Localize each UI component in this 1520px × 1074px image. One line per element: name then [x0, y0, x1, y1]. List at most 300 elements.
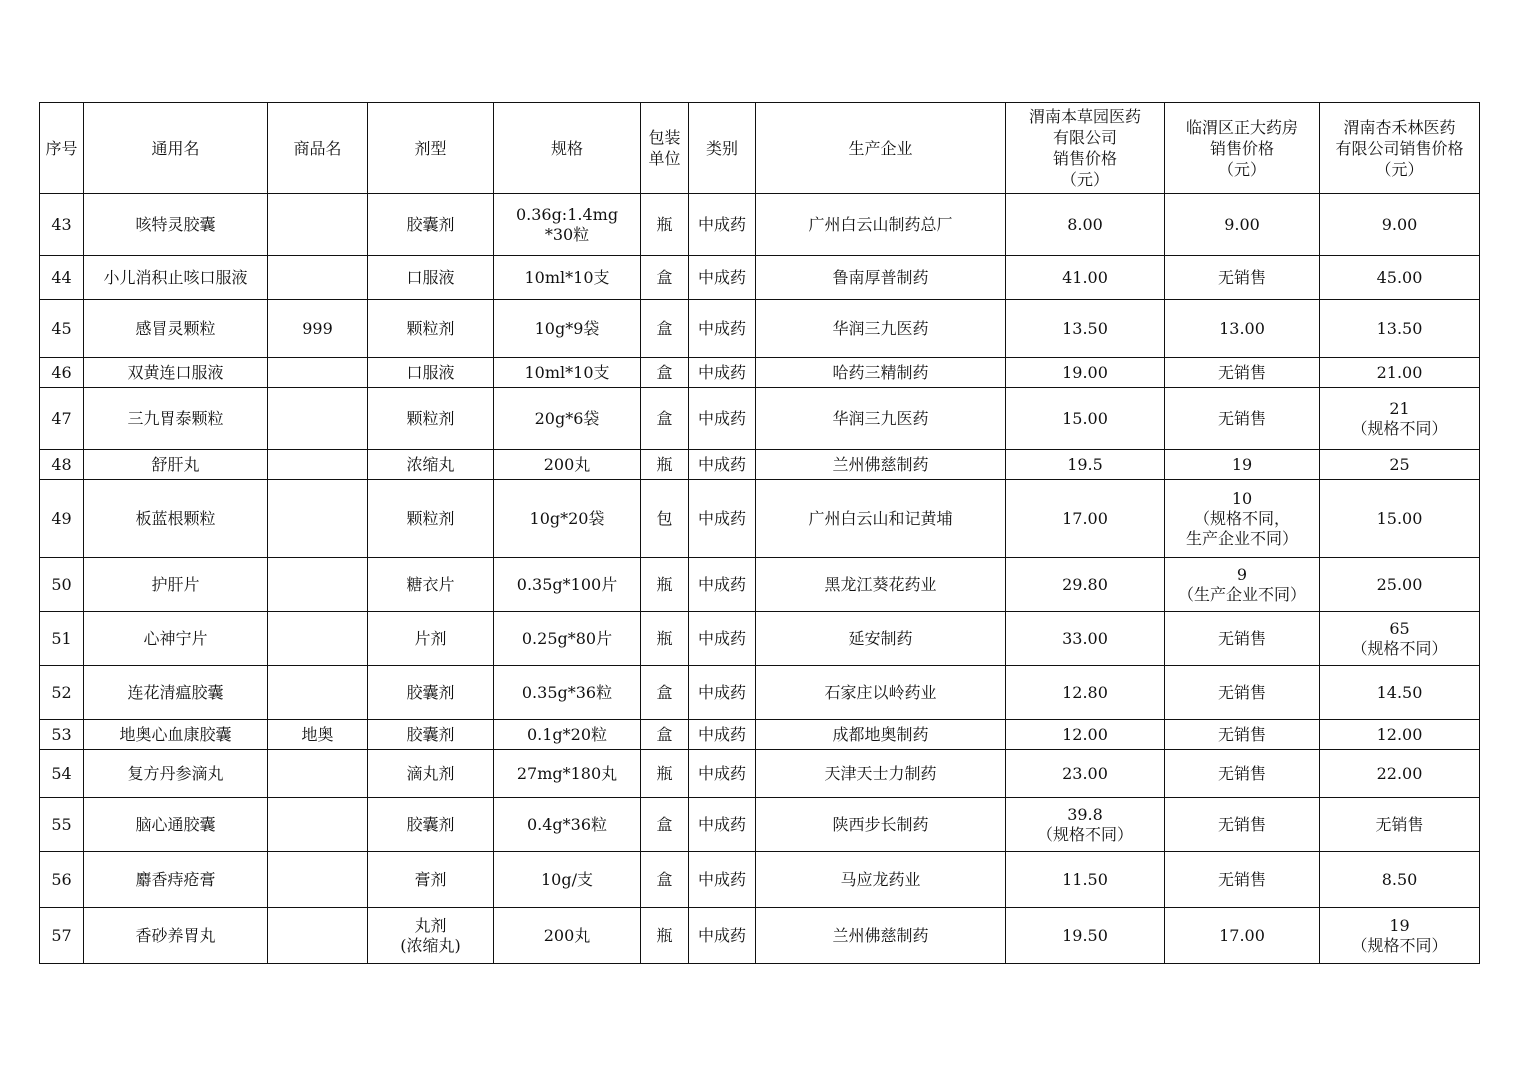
cell-price-bencaoyuan	[1006, 256, 1165, 300]
cell-text-line: （元）	[1375, 159, 1424, 179]
cell-price-bencaoyuan	[1006, 908, 1165, 964]
cell-text-line: 9	[1236, 564, 1248, 584]
cell-brand-name	[268, 612, 368, 666]
cell-index	[40, 480, 84, 558]
cell-text-line: 29.80	[1062, 574, 1108, 594]
cell-index	[40, 852, 84, 908]
cell-text-line: 舒肝丸	[151, 454, 200, 474]
cell-index	[40, 388, 84, 450]
cell-brand-name	[268, 908, 368, 964]
cell-text-line: 销售价格	[1052, 149, 1117, 168]
table-row	[40, 194, 1480, 256]
cell-index	[40, 666, 84, 720]
cell-text-line: 瓶	[656, 214, 673, 234]
cell-brand-name	[268, 720, 368, 750]
cell-text-line: 0.25g*80片	[521, 628, 613, 648]
cell-text-line: 中成药	[697, 267, 746, 287]
cell-index	[40, 908, 84, 964]
cell-text-line: 55	[51, 814, 72, 834]
cell-index	[40, 450, 84, 480]
cell-text-line: 41.00	[1062, 267, 1108, 287]
cell-text-line: 14.50	[1376, 682, 1423, 702]
column-header-package-unit	[641, 103, 689, 194]
cell-price-bencaoyuan	[1006, 666, 1165, 720]
cell-text-line: 19	[1389, 915, 1410, 935]
cell-text-line: 53	[51, 724, 72, 744]
cell-specification	[494, 300, 641, 358]
cell-brand-name	[268, 450, 368, 480]
cell-generic-name	[84, 612, 268, 666]
cell-brand-name	[268, 558, 368, 612]
cell-dosage-form	[368, 852, 494, 908]
cell-index	[40, 798, 84, 852]
cell-text-line: 盒	[656, 318, 673, 338]
cell-index	[40, 256, 84, 300]
cell-price-zhengda	[1165, 450, 1320, 480]
table-row	[40, 558, 1480, 612]
cell-text-line: 中成药	[697, 814, 746, 834]
cell-text-line: 999	[302, 318, 333, 338]
cell-price-xinghelin	[1320, 666, 1480, 720]
table-row	[40, 798, 1480, 852]
cell-text-line: 8.00	[1067, 214, 1103, 234]
cell-text-line: 33.00	[1062, 628, 1108, 648]
cell-text-line: 17.00	[1219, 925, 1265, 945]
cell-generic-name	[84, 852, 268, 908]
column-header-manufacturer	[756, 103, 1006, 194]
cell-text-line: 陕西步长制药	[832, 814, 929, 834]
cell-dosage-form	[368, 666, 494, 720]
cell-manufacturer	[756, 720, 1006, 750]
cell-category	[689, 358, 756, 388]
cell-category	[689, 558, 756, 612]
cell-text-line: 10g*9袋	[534, 318, 600, 338]
cell-manufacturer	[756, 750, 1006, 798]
table-row	[40, 852, 1480, 908]
cell-text-line: 17.00	[1062, 508, 1108, 528]
cell-text-line: 44	[51, 267, 72, 287]
cell-text-line: 10	[1231, 488, 1253, 508]
cell-text-line: 复方丹参滴丸	[127, 763, 224, 783]
cell-text-line: 中成药	[697, 508, 746, 528]
cell-generic-name	[84, 720, 268, 750]
cell-text-line: 盒	[656, 724, 673, 744]
cell-text-line: 盒	[656, 362, 673, 382]
cell-category	[689, 194, 756, 256]
cell-text-line: 54	[51, 763, 72, 783]
cell-dosage-form	[368, 720, 494, 750]
cell-text-line: 10g/支	[541, 869, 593, 889]
cell-price-xinghelin	[1320, 720, 1480, 750]
cell-text-line: 类别	[705, 138, 738, 158]
table-row	[40, 450, 1480, 480]
cell-text-line: 中成药	[697, 362, 746, 382]
cell-price-xinghelin	[1320, 480, 1480, 558]
cell-index	[40, 612, 84, 666]
cell-text-line: 序号	[45, 138, 78, 158]
cell-text-line: 中成药	[697, 214, 746, 234]
cell-text-line: 56	[51, 869, 72, 889]
cell-text-line: 51	[51, 628, 72, 648]
cell-package-unit	[641, 852, 689, 908]
cell-price-xinghelin	[1320, 300, 1480, 358]
table-body	[40, 194, 1480, 964]
cell-text-line: 9.00	[1381, 214, 1418, 234]
cell-price-zhengda	[1165, 750, 1320, 798]
cell-category	[689, 750, 756, 798]
cell-text-line: 包装	[648, 128, 681, 147]
cell-text-line: 45.00	[1376, 267, 1423, 287]
cell-generic-name	[84, 450, 268, 480]
cell-specification	[494, 358, 641, 388]
cell-specification	[494, 388, 641, 450]
cell-price-zhengda	[1165, 194, 1320, 256]
cell-text-line: 单位	[648, 149, 681, 168]
cell-text-line: *30粒	[544, 224, 590, 244]
cell-manufacturer	[756, 256, 1006, 300]
cell-manufacturer	[756, 480, 1006, 558]
cell-text-line: 片剂	[414, 628, 447, 648]
cell-category	[689, 300, 756, 358]
cell-package-unit	[641, 558, 689, 612]
cell-price-bencaoyuan	[1006, 612, 1165, 666]
cell-price-zhengda	[1165, 558, 1320, 612]
cell-brand-name	[268, 798, 368, 852]
cell-text-line: 19.00	[1062, 362, 1108, 382]
cell-index	[40, 558, 84, 612]
cell-specification	[494, 480, 641, 558]
cell-generic-name	[84, 256, 268, 300]
cell-text-line: （规格不同）	[1351, 935, 1448, 955]
cell-text-line: 47	[51, 408, 72, 428]
cell-text-line: 39.8	[1067, 804, 1103, 824]
cell-text-line: 感冒灵颗粒	[135, 318, 216, 338]
cell-brand-name	[268, 388, 368, 450]
cell-text-line: 无销售	[1217, 267, 1266, 287]
cell-text-line: 黑龙江葵花药业	[824, 574, 937, 594]
cell-text-line: （元）	[1060, 170, 1109, 189]
cell-text-line: 广州白云山制药总厂	[808, 214, 953, 234]
cell-text-line: 胶囊剂	[406, 682, 455, 702]
cell-text-line: 哈药三精制药	[832, 362, 929, 382]
cell-text-line: 12.00	[1376, 724, 1423, 744]
cell-text-line: 地奥心血康胶囊	[119, 724, 232, 744]
cell-text-line: (浓缩丸)	[400, 935, 461, 955]
cell-text-line: 生产企业不同）	[1185, 528, 1298, 548]
cell-text-line: 盒	[656, 408, 673, 428]
cell-text-line: 中成药	[697, 763, 746, 783]
cell-text-line: 13.50	[1062, 318, 1108, 338]
cell-price-zhengda	[1165, 852, 1320, 908]
cell-dosage-form	[368, 612, 494, 666]
cell-index	[40, 358, 84, 388]
cell-specification	[494, 852, 641, 908]
cell-text-line: （规格不同）	[1351, 638, 1448, 658]
table-row	[40, 388, 1480, 450]
cell-text-line: 25.00	[1376, 574, 1423, 594]
cell-text-line: （规格不同）	[1351, 418, 1448, 438]
cell-category	[689, 666, 756, 720]
table-row	[40, 908, 1480, 964]
cell-text-line: 21.00	[1376, 362, 1423, 382]
cell-price-bencaoyuan	[1006, 750, 1165, 798]
cell-specification	[494, 750, 641, 798]
cell-text-line: 20g*6袋	[534, 408, 600, 428]
cell-text-line: 无销售	[1217, 628, 1266, 648]
cell-price-xinghelin	[1320, 388, 1480, 450]
column-header-index	[40, 103, 84, 194]
cell-specification	[494, 558, 641, 612]
cell-text-line: 盒	[656, 682, 673, 702]
cell-manufacturer	[756, 798, 1006, 852]
cell-price-bencaoyuan	[1006, 194, 1165, 256]
cell-price-xinghelin	[1320, 256, 1480, 300]
cell-manufacturer	[756, 908, 1006, 964]
cell-price-xinghelin	[1320, 798, 1480, 852]
cell-price-bencaoyuan	[1006, 558, 1165, 612]
cell-text-line: 连花清瘟胶囊	[127, 682, 224, 702]
cell-price-bencaoyuan	[1006, 388, 1165, 450]
cell-text-line: 200丸	[543, 925, 591, 945]
cell-text-line: 23.00	[1062, 763, 1108, 783]
cell-specification	[494, 720, 641, 750]
cell-price-zhengda	[1165, 798, 1320, 852]
cell-text-line: 0.35g*36粒	[521, 682, 613, 702]
cell-text-line: 0.36g:1.4mg	[515, 204, 619, 224]
cell-dosage-form	[368, 388, 494, 450]
cell-text-line: 13.50	[1376, 318, 1423, 338]
cell-text-line: 0.35g*100片	[516, 574, 618, 594]
cell-text-line: 中成药	[697, 682, 746, 702]
cell-brand-name	[268, 300, 368, 358]
cell-manufacturer	[756, 612, 1006, 666]
cell-dosage-form	[368, 750, 494, 798]
cell-price-xinghelin	[1320, 558, 1480, 612]
table-row	[40, 300, 1480, 358]
table-row	[40, 358, 1480, 388]
cell-manufacturer	[756, 300, 1006, 358]
cell-text-line: 50	[51, 574, 72, 594]
cell-text-line: 通用名	[151, 138, 200, 158]
cell-text-line: 商品名	[293, 138, 342, 158]
cell-text-line: 中成药	[697, 925, 746, 945]
cell-price-bencaoyuan	[1006, 300, 1165, 358]
cell-dosage-form	[368, 256, 494, 300]
cell-text-line: 52	[51, 682, 72, 702]
cell-text-line: 颗粒剂	[406, 408, 455, 428]
cell-text-line: 临渭区正大药房	[1185, 117, 1298, 137]
cell-text-line: 13.00	[1219, 318, 1265, 338]
cell-manufacturer	[756, 388, 1006, 450]
cell-text-line: 颗粒剂	[406, 508, 455, 528]
cell-text-line: 无销售	[1217, 682, 1266, 702]
table-row	[40, 612, 1480, 666]
cell-text-line: 华润三九医药	[832, 318, 929, 338]
cell-price-xinghelin	[1320, 852, 1480, 908]
cell-generic-name	[84, 300, 268, 358]
cell-package-unit	[641, 300, 689, 358]
cell-text-line: 咳特灵胶囊	[135, 214, 216, 234]
cell-package-unit	[641, 194, 689, 256]
cell-package-unit	[641, 908, 689, 964]
table-header-row	[40, 103, 1480, 194]
cell-text-line: 生产企业	[848, 138, 913, 158]
cell-text-line: 10ml*10支	[524, 267, 610, 287]
cell-price-zhengda	[1165, 720, 1320, 750]
cell-package-unit	[641, 750, 689, 798]
cell-brand-name	[268, 666, 368, 720]
cell-text-line: 15.00	[1062, 408, 1108, 428]
cell-price-zhengda	[1165, 300, 1320, 358]
cell-specification	[494, 194, 641, 256]
cell-manufacturer	[756, 194, 1006, 256]
cell-price-bencaoyuan	[1006, 720, 1165, 750]
cell-text-line: 46	[51, 362, 72, 382]
cell-text-line: 华润三九医药	[832, 408, 929, 428]
cell-text-line: 10g*20袋	[529, 508, 605, 528]
cell-text-line: 盒	[656, 267, 673, 287]
cell-category	[689, 612, 756, 666]
cell-generic-name	[84, 666, 268, 720]
cell-text-line: （规格不同，	[1193, 508, 1290, 528]
cell-text-line: 0.1g*20粒	[526, 724, 608, 744]
cell-dosage-form	[368, 358, 494, 388]
cell-text-line: 心神宁片	[143, 628, 208, 648]
cell-manufacturer	[756, 450, 1006, 480]
cell-package-unit	[641, 256, 689, 300]
cell-text-line: 口服液	[406, 362, 455, 382]
cell-text-line: 21	[1389, 398, 1410, 418]
cell-category	[689, 908, 756, 964]
cell-category	[689, 480, 756, 558]
cell-price-xinghelin	[1320, 194, 1480, 256]
cell-text-line: 11.50	[1062, 869, 1108, 889]
cell-generic-name	[84, 908, 268, 964]
cell-text-line: 滴丸剂	[406, 763, 455, 783]
cell-text-line: 马应龙药业	[840, 869, 921, 889]
cell-text-line: 胶囊剂	[406, 814, 455, 834]
cell-generic-name	[84, 558, 268, 612]
cell-text-line: 中成药	[697, 869, 746, 889]
cell-specification	[494, 666, 641, 720]
table-row	[40, 720, 1480, 750]
cell-text-line: 丸剂	[414, 915, 447, 935]
cell-text-line: 广州白云山和记黄埔	[808, 508, 953, 528]
cell-text-line: 12.00	[1062, 724, 1108, 744]
cell-price-zhengda	[1165, 256, 1320, 300]
cell-index	[40, 720, 84, 750]
column-header-specification	[494, 103, 641, 194]
cell-package-unit	[641, 612, 689, 666]
cell-generic-name	[84, 194, 268, 256]
cell-text-line: 57	[51, 925, 72, 945]
cell-dosage-form	[368, 300, 494, 358]
column-header-generic-name	[84, 103, 268, 194]
cell-text-line: 有限公司销售价格	[1335, 138, 1464, 158]
cell-text-line: 板蓝根颗粒	[135, 508, 216, 528]
cell-text-line: 200丸	[543, 454, 591, 474]
cell-package-unit	[641, 798, 689, 852]
cell-text-line: 10ml*10支	[524, 362, 610, 382]
cell-price-zhengda	[1165, 480, 1320, 558]
cell-price-xinghelin	[1320, 908, 1480, 964]
cell-text-line: 地奥	[301, 724, 334, 744]
cell-text-line: 有限公司	[1052, 128, 1117, 147]
cell-text-line: 43	[51, 214, 72, 234]
cell-text-line: 22.00	[1376, 763, 1423, 783]
column-header-price-bencaoyuan	[1006, 103, 1165, 194]
cell-text-line: 天津天士力制药	[824, 763, 937, 783]
cell-category	[689, 450, 756, 480]
cell-price-xinghelin	[1320, 750, 1480, 798]
cell-specification	[494, 798, 641, 852]
cell-text-line: （元）	[1217, 159, 1266, 179]
cell-specification	[494, 612, 641, 666]
cell-dosage-form	[368, 558, 494, 612]
cell-package-unit	[641, 358, 689, 388]
cell-dosage-form	[368, 194, 494, 256]
cell-text-line: 三九胃泰颗粒	[127, 408, 224, 428]
drug-price-table	[39, 102, 1480, 964]
cell-text-line: 中成药	[697, 628, 746, 648]
cell-text-line: 65	[1389, 618, 1410, 638]
cell-text-line: 麝香痔疮膏	[135, 869, 216, 889]
cell-index	[40, 194, 84, 256]
cell-brand-name	[268, 852, 368, 908]
cell-text-line: 规格	[550, 138, 583, 158]
cell-price-bencaoyuan	[1006, 480, 1165, 558]
cell-text-line: 48	[51, 454, 72, 474]
cell-text-line: 中成药	[697, 454, 746, 474]
cell-text-line: 瓶	[656, 454, 673, 474]
cell-text-line: 中成药	[697, 574, 746, 594]
cell-text-line: 包	[656, 508, 673, 528]
cell-price-xinghelin	[1320, 450, 1480, 480]
table-row	[40, 666, 1480, 720]
cell-price-zhengda	[1165, 908, 1320, 964]
cell-text-line: 15.00	[1376, 508, 1423, 528]
cell-text-line: 鲁南厚普制药	[832, 267, 929, 287]
cell-text-line: 膏剂	[414, 869, 447, 889]
cell-price-zhengda	[1165, 666, 1320, 720]
cell-manufacturer	[756, 558, 1006, 612]
table-row	[40, 480, 1480, 558]
cell-specification	[494, 450, 641, 480]
cell-text-line: 无销售	[1217, 814, 1266, 834]
cell-category	[689, 720, 756, 750]
cell-price-zhengda	[1165, 612, 1320, 666]
cell-text-line: 颗粒剂	[406, 318, 455, 338]
cell-category	[689, 256, 756, 300]
cell-generic-name	[84, 388, 268, 450]
cell-text-line: 剂型	[414, 138, 447, 158]
cell-manufacturer	[756, 358, 1006, 388]
cell-brand-name	[268, 480, 368, 558]
cell-text-line: 香砂养胃丸	[135, 925, 216, 945]
cell-text-line: 脑心通胶囊	[135, 814, 216, 834]
cell-brand-name	[268, 194, 368, 256]
cell-specification	[494, 908, 641, 964]
column-header-dosage-form	[368, 103, 494, 194]
cell-price-bencaoyuan	[1006, 358, 1165, 388]
cell-text-line: 8.50	[1381, 869, 1418, 889]
cell-text-line: 无销售	[1217, 408, 1266, 428]
cell-price-xinghelin	[1320, 358, 1480, 388]
cell-text-line: 销售价格	[1209, 138, 1274, 158]
cell-price-zhengda	[1165, 388, 1320, 450]
cell-text-line: 无销售	[1217, 724, 1266, 744]
cell-price-bencaoyuan	[1006, 450, 1165, 480]
